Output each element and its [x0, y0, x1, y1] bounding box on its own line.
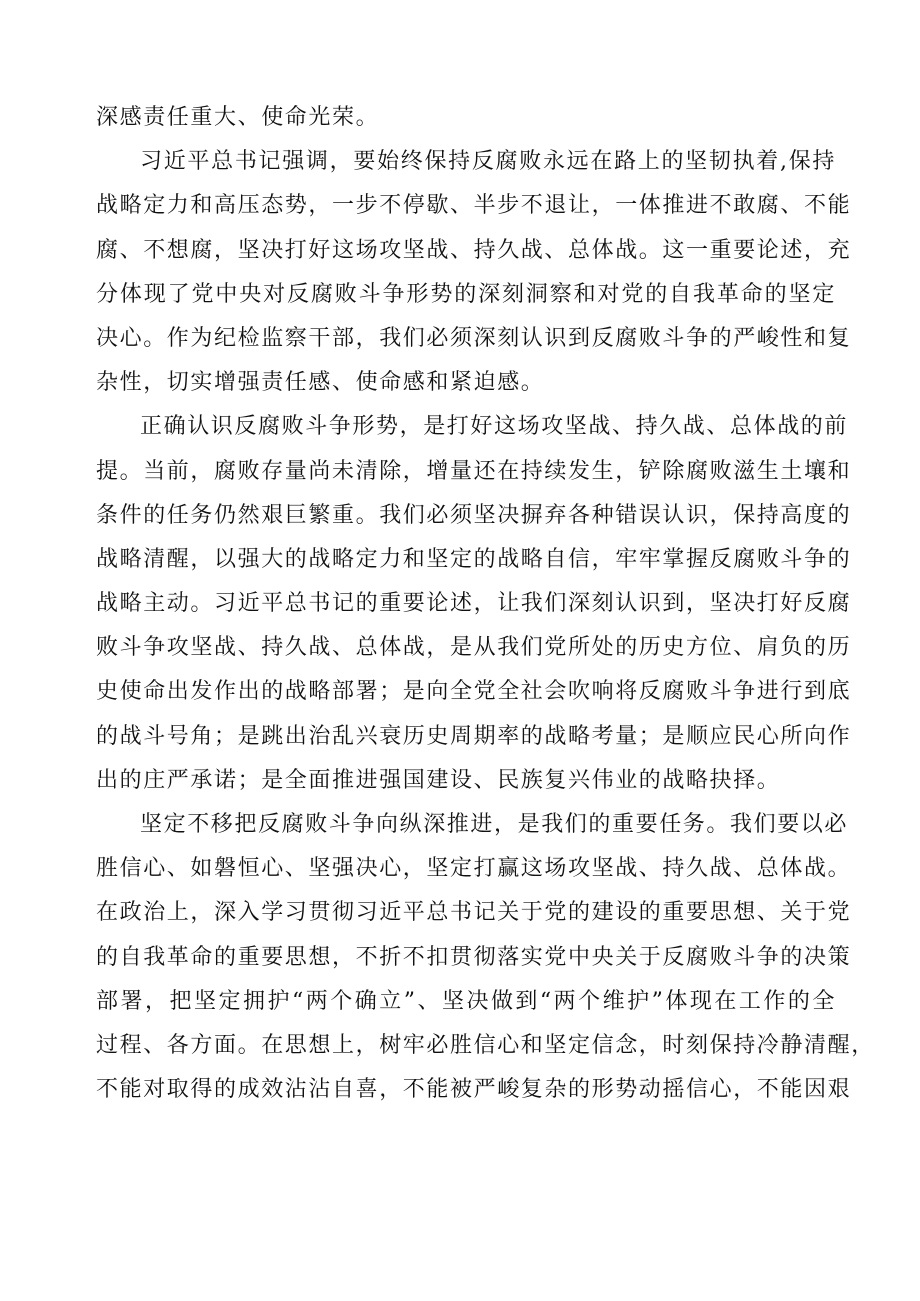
text-line: 战略清醒，以强大的战略定力和坚定的战略自信，牢牢掌握反腐败斗争的 [96, 546, 852, 572]
text-line: 习近平总书记强调，要始终保持反腐败永远在路上的坚韧执着,保持 [140, 149, 836, 175]
text-line: 战略主动。习近平总书记的重要论述，让我们深刻认识到，坚决打好反腐 [96, 591, 852, 617]
text-line: 败斗争攻坚战、持久战、总体战，是从我们党所处的历史方位、肩负的历 [96, 635, 852, 661]
text-line: 部署，把坚定拥护“两个确立”、坚决做到“两个维护”体现在工作的全 [96, 988, 836, 1014]
text-line: 决心。作为纪检监察干部，我们必须深刻认识到反腐败斗争的严峻性和复 [96, 325, 852, 351]
text-line: 过程、各方面。在思想上，树牢必胜信心和坚定信念，时刻保持冷静清醒， [96, 1032, 875, 1058]
text-line: 史使命出发作出的战略部署；是向全党全社会吹响将反腐败斗争进行到底 [96, 679, 852, 705]
text-line: 正确认识反腐败斗争形势，是打好这场攻坚战、持久战、总体战的前 [140, 414, 849, 440]
text-line: 胜信心、如磐恒心、坚强决心，坚定打赢这场攻坚战、持久战、总体战。 [96, 856, 852, 882]
text-line: 在政治上，深入学习贯彻习近平总书记关于党的建设的重要思想、关于党 [96, 900, 852, 926]
document-body [96, 96, 875, 1112]
text-line: 的自我革命的重要思想，不折不扣贯彻落实党中央关于反腐败斗争的决策 [96, 944, 852, 970]
text-line: 深感责任重大、使命光荣。 [96, 105, 380, 130]
text-line: 不能对取得的成效沾沾自喜，不能被严峻复杂的形势动摇信心，不能因艰 [96, 1077, 852, 1103]
text-line: 腐、不想腐，坚决打好这场攻坚战、持久战、总体战。这一重要论述，充 [96, 237, 852, 263]
text-line: 战略定力和高压态势，一步不停歇、半步不退让，一体推进不敢腐、不能 [96, 193, 852, 219]
text-line: 提。当前，腐败存量尚未清除，增量还在持续发生，铲除腐败滋生土壤和 [96, 458, 852, 484]
text-line: 杂性，切实增强责任感、使命感和紧迫感。 [96, 370, 545, 396]
text-line: 坚定不移把反腐败斗争向纵深推进，是我们的重要任务。我们要以必 [140, 812, 849, 837]
text-line: 出的庄严承诺；是全面推进强国建设、民族复兴伟业的战略抉择。 [96, 767, 781, 793]
text-line: 分体现了党中央对反腐败斗争形势的深刻洞察和对党的自我革命的坚定 [96, 281, 836, 307]
text-line: 的战斗号角；是跳出治乱兴衰历史周期率的战略考量；是顺应民心所向作 [96, 723, 852, 749]
text-line: 条件的任务仍然艰巨繁重。我们必须坚决摒弃各种错误认识，保持高度的 [96, 502, 852, 528]
